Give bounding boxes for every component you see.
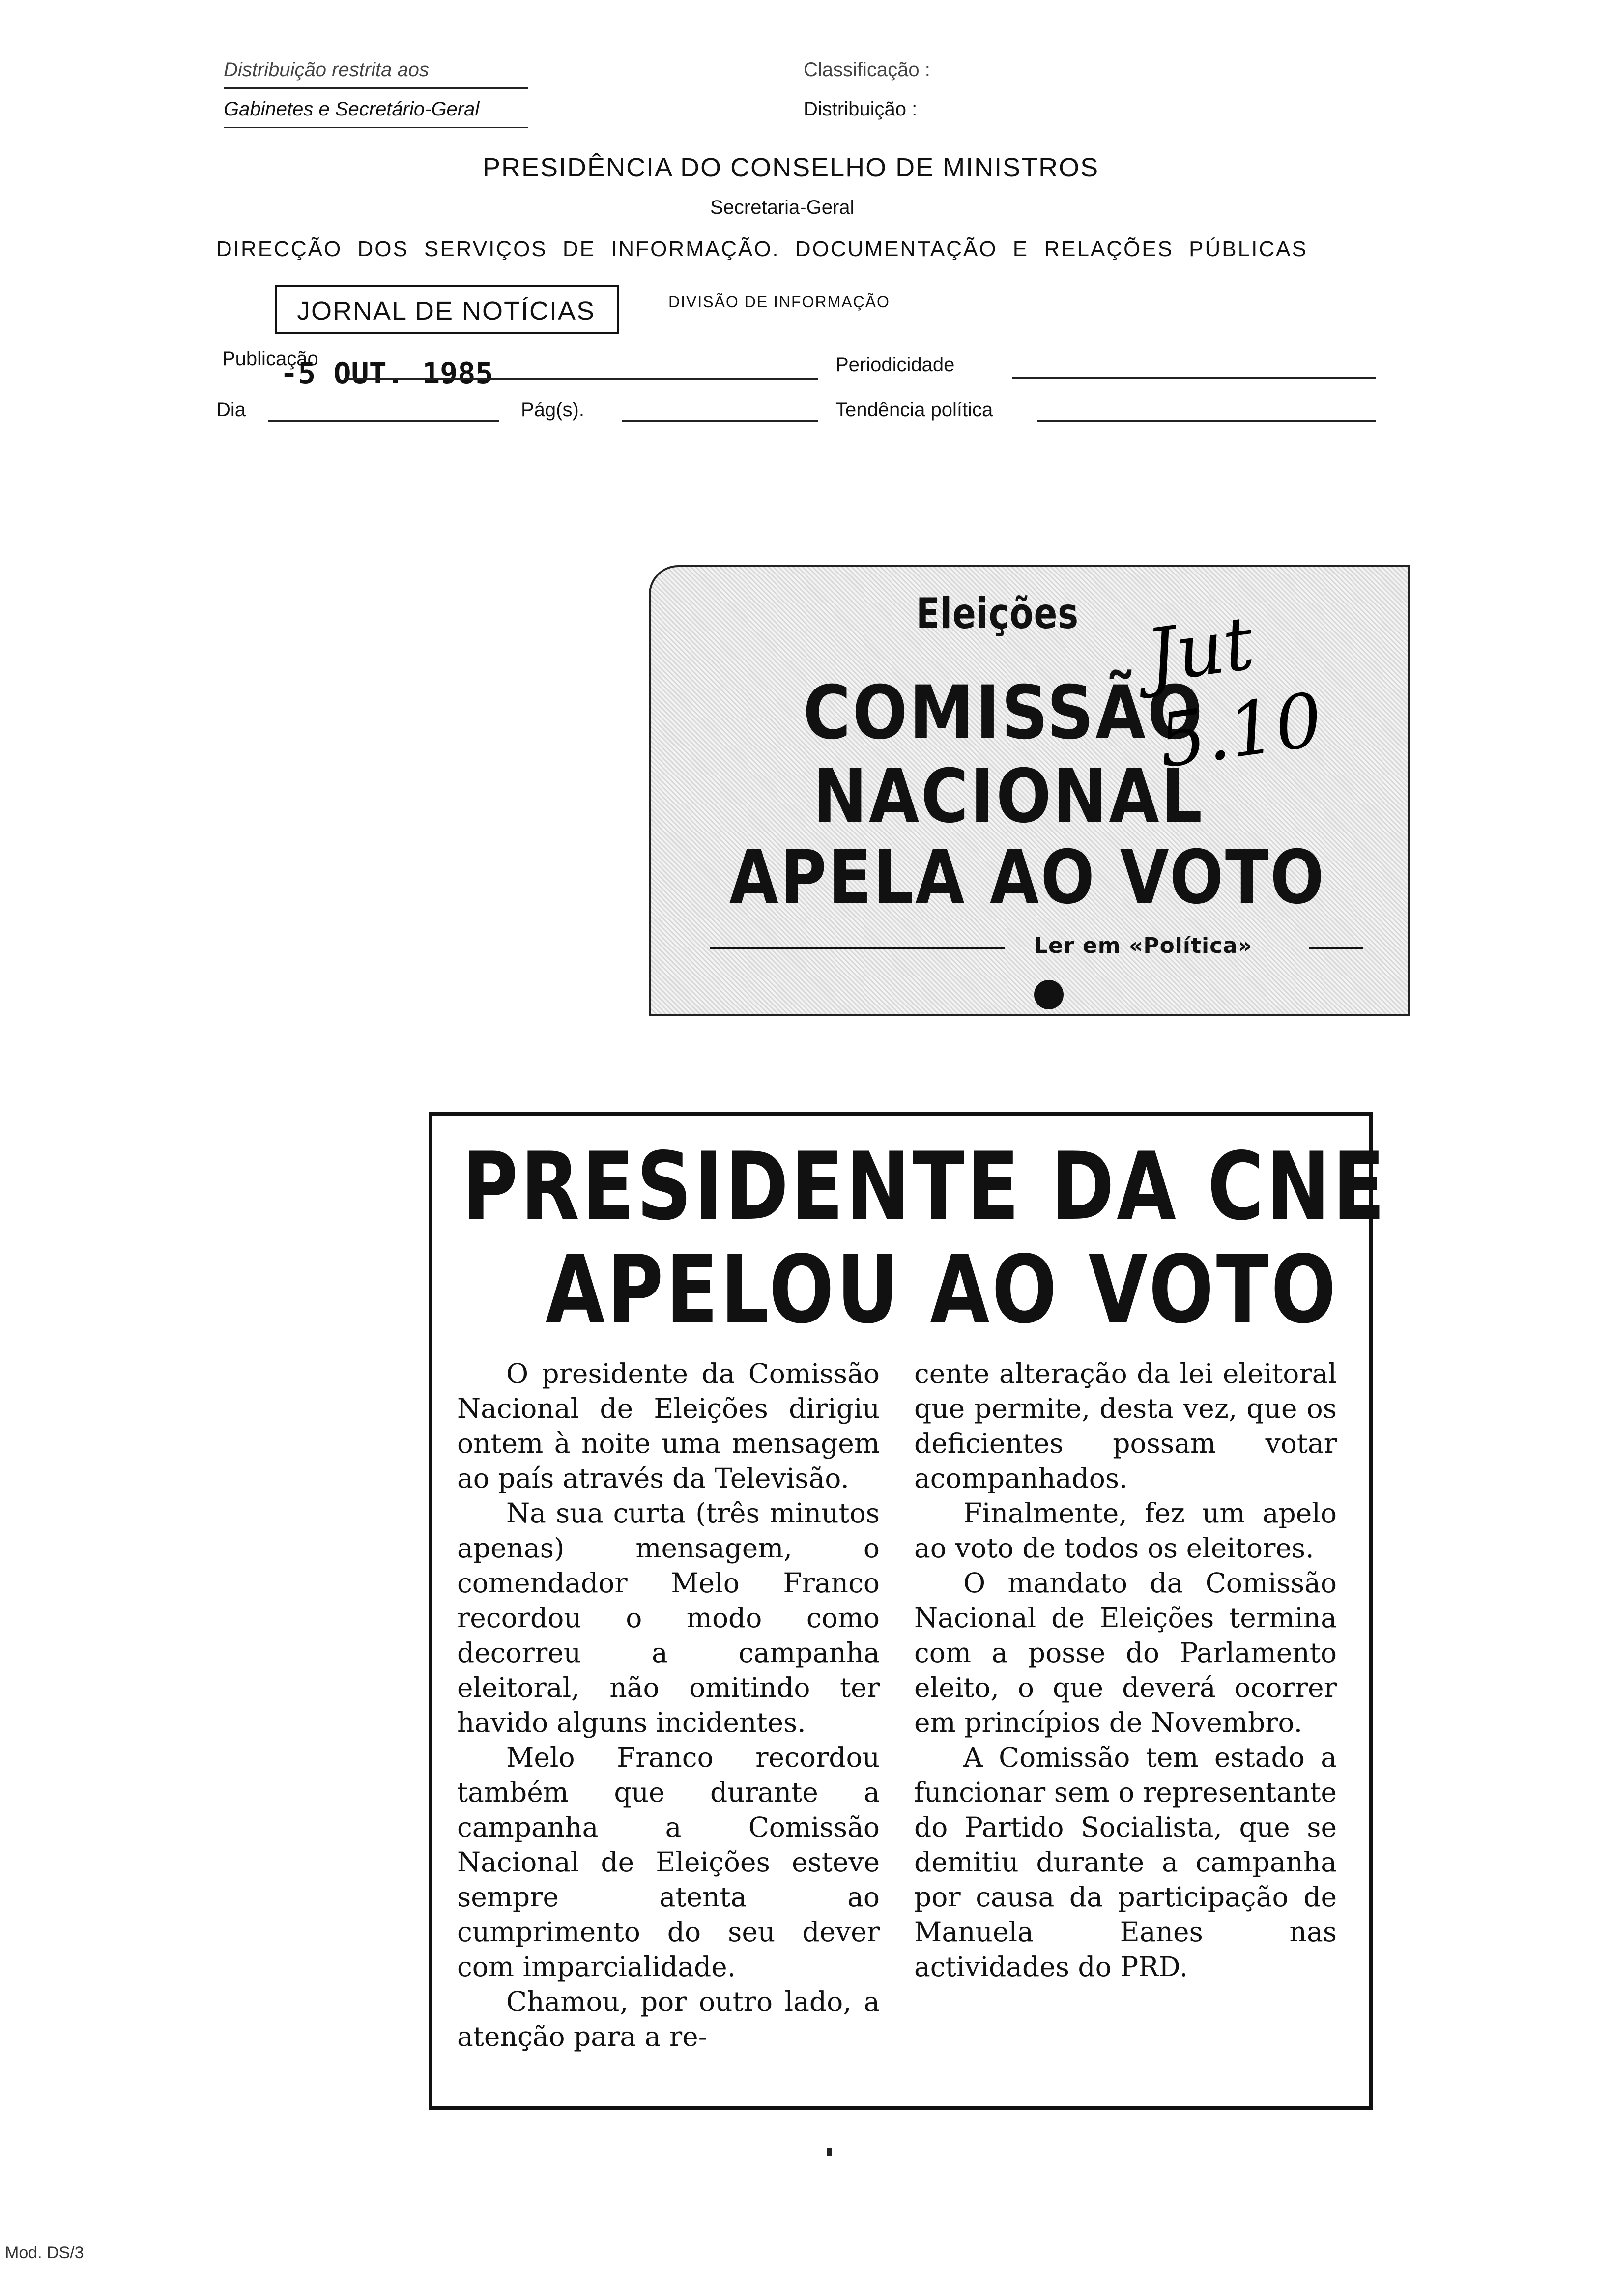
source-name: JORNAL DE NOTÍCIAS [297, 296, 596, 326]
form-code: Mod. DS/3 [5, 2243, 84, 2262]
paragraph: cente alteração da lei eleitoral que permite, desta vez, que os deficientes possam votar acompanhados. [914, 1358, 1337, 1494]
restricted-line1: Distribuição restrita aos [224, 59, 429, 81]
divider [224, 87, 528, 89]
source-box [275, 285, 619, 334]
classificacao-label: Classificação : [804, 59, 930, 81]
teaser-clipping [649, 565, 1410, 1016]
speck [827, 2148, 832, 2156]
tendencia-label: Tendência política [835, 399, 993, 421]
article-column-2 [914, 1356, 1337, 1984]
article-column-1 [457, 1356, 880, 2054]
paragraph: O mandato da Comissão Nacional de Eleições termina com a posse do Parlamento eleito, o que deverá ocorrer em princípios de Novembro. [914, 1567, 1337, 1738]
article-clipping [429, 1112, 1387, 2110]
rule [710, 947, 1005, 949]
teaser-kicker: Eleições [916, 589, 1079, 638]
bullet-icon [1034, 980, 1064, 1009]
headline-line1: PRESIDENTE DA CNE [462, 1132, 1387, 1241]
pags-label: Pág(s). [521, 399, 584, 421]
divider [224, 127, 528, 128]
divider [622, 420, 818, 422]
distribuicao-label: Distribuição : [804, 98, 918, 120]
divider [268, 420, 499, 422]
paragraph: Na sua curta (três minutos apenas) mensagem, o comendador Melo Franco recordou o modo como decorreu a campanha eleitoral, não omitindo ter havido alguns incidentes. [457, 1497, 880, 1738]
handwritten-annotation: Jut 5.10 [1141, 600, 1328, 785]
teaser-ref: Ler em «Política» [1034, 933, 1253, 958]
paragraph: Chamou, por outro lado, a atenção para a re- [457, 1986, 880, 2052]
rule [1309, 947, 1363, 949]
dia-label: Dia [216, 399, 246, 421]
teaser-line1: COMISSÃO [803, 670, 1205, 756]
org-subtitle: Secretaria-Geral [710, 197, 855, 218]
divisao-label: DIVISÃO DE INFORMAÇÃO [668, 293, 890, 311]
publicacao-stamp: -5 OUT. 1985 [280, 356, 493, 391]
divider [1037, 420, 1376, 422]
restricted-line2: Gabinetes e Secretário-Geral [224, 98, 480, 120]
divider [1012, 377, 1376, 379]
divider [344, 378, 818, 380]
direccao-line: DIRECÇÃO DOS SERVIÇOS DE INFORMAÇÃO. DOCUMENTAÇÃO E RELAÇÕES PÚBLICAS [216, 237, 1308, 261]
publicacao-label: Publicação [222, 348, 318, 370]
periodicidade-label: Periodicidade [835, 354, 955, 375]
teaser-line2: NACIONAL [813, 754, 1204, 839]
paragraph: Melo Franco recordou também que durante a campanha a Comissão Nacional de Eleições esteve sempre atenta ao cumprimento do seu dever com imparcialidade. [457, 1742, 880, 1982]
paragraph: Finalmente, fez um apelo ao voto de todos os eleitores. [914, 1497, 1337, 1564]
paragraph: A Comissão tem estado a funcionar sem o representante do Partido Socialista, que se demitiu durante a campanha por causa da participação de Manuela Eanes nas actividades do PRD. [914, 1742, 1337, 1982]
org-title: PRESIDÊNCIA DO CONSELHO DE MINISTROS [483, 153, 1099, 182]
teaser-line3: APELA AO VOTO [729, 835, 1326, 920]
headline-line2: APELOU AO VOTO [546, 1235, 1339, 1344]
paragraph: O presidente da Comissão Nacional de Eleições dirigiu ontem à noite uma mensagem ao país através da Televisão. [457, 1358, 880, 1494]
